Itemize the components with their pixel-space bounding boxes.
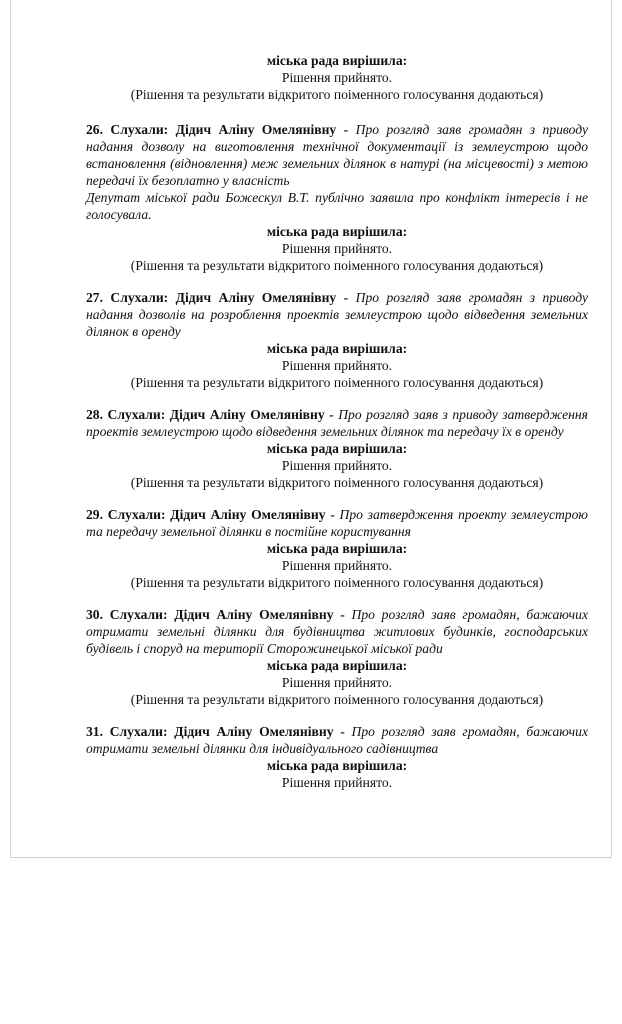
decided-heading: міська рада вирішила:	[266, 53, 408, 68]
conflict-of-interest-note: Депутат міської ради Божескул В.Т. публічно заявила про конфлікт інтересів і не голосувала.	[86, 190, 588, 222]
heard-paragraph	[86, 606, 588, 657]
heard-paragraph	[86, 723, 588, 757]
decision-result: Рішення прийнято.	[281, 558, 393, 573]
decided-heading: міська рада вирішила:	[266, 541, 408, 556]
heard-lead: 31. Слухали: Дідич Аліну Омелянівну -	[86, 724, 345, 739]
voting-note: (Рішення та результати відкритого поіменного голосування додаються)	[130, 692, 544, 707]
decided-heading: міська рада вирішила:	[266, 341, 408, 356]
agenda-item-28	[86, 406, 588, 491]
agenda-item-31	[86, 723, 588, 791]
decision-result: Рішення прийнято.	[281, 70, 393, 85]
voting-note: (Рішення та результати відкритого поіменного голосування додаються)	[130, 475, 544, 490]
voting-note: (Рішення та результати відкритого поіменного голосування додаються)	[130, 258, 544, 273]
voting-note: (Рішення та результати відкритого поіменного голосування додаються)	[130, 575, 544, 590]
heard-lead: 27. Слухали: Дідич Аліну Омелянівну -	[86, 290, 349, 305]
agenda-item-27	[86, 289, 588, 391]
decided-heading: міська рада вирішила:	[266, 658, 408, 673]
intro-block	[86, 52, 588, 103]
heard-topic: Про розгляд заяв громадян з приводу надання дозволу на виготовлення технічної документації із землеустрою щодо встановлення (відновлення) меж земельних ділянок в натурі (на місцевості) з метою передачі їх безоплатно у власність	[86, 122, 588, 188]
decision-result: Рішення прийнято.	[281, 241, 393, 256]
agenda-item-30	[86, 606, 588, 708]
document-body	[86, 52, 588, 791]
decision-result: Рішення прийнято.	[281, 775, 393, 790]
heard-topic: Про затвердження проекту землеустрою та передачу земельної ділянки в постійне користування	[86, 507, 588, 539]
heard-paragraph	[86, 289, 588, 340]
heard-lead: 30. Слухали: Дідич Аліну Омелянівну -	[86, 607, 345, 622]
voting-note: (Рішення та результати відкритого поіменного голосування додаються)	[130, 375, 544, 390]
decided-heading: міська рада вирішила:	[266, 758, 408, 773]
heard-paragraph	[86, 506, 588, 540]
agenda-item-26	[86, 121, 588, 274]
decision-result: Рішення прийнято.	[281, 675, 393, 690]
decision-result: Рішення прийнято.	[281, 458, 393, 473]
heard-lead: 26. Слухали: Дідич Аліну Омелянівну -	[86, 122, 349, 137]
heard-topic: Про розгляд заяв громадян, бажаючих отримати земельні ділянки для індивідуального садівництва	[86, 724, 588, 756]
decided-heading: міська рада вирішила:	[266, 441, 408, 456]
heard-paragraph	[86, 121, 588, 189]
decided-heading: міська рада вирішила:	[266, 224, 408, 239]
voting-note: (Рішення та результати відкритого поіменного голосування додаються)	[130, 87, 544, 102]
heard-lead: 29. Слухали: Дідич Аліну Омелянівну -	[86, 507, 335, 522]
heard-lead: 28. Слухали: Дідич Аліну Омелянівну -	[86, 407, 334, 422]
heard-paragraph	[86, 406, 588, 440]
decision-result: Рішення прийнято.	[281, 358, 393, 373]
agenda-item-29	[86, 506, 588, 591]
heard-topic: Про розгляд заяв громадян, бажаючих отримати земельні ділянки для будівництва житлових будинків, господарських будівель і споруд на території Сторожинецької міської ради	[86, 607, 588, 656]
heard-topic: Про розгляд заяв громадян з приводу надання дозволів на розроблення проектів землеустрою щодо відведення земельних ділянок в оренду	[86, 290, 588, 339]
heard-topic: Про розгляд заяв з приводу затвердження проектів землеустрою щодо відведення земельних ділянок та передачу їх в оренду	[86, 407, 588, 439]
